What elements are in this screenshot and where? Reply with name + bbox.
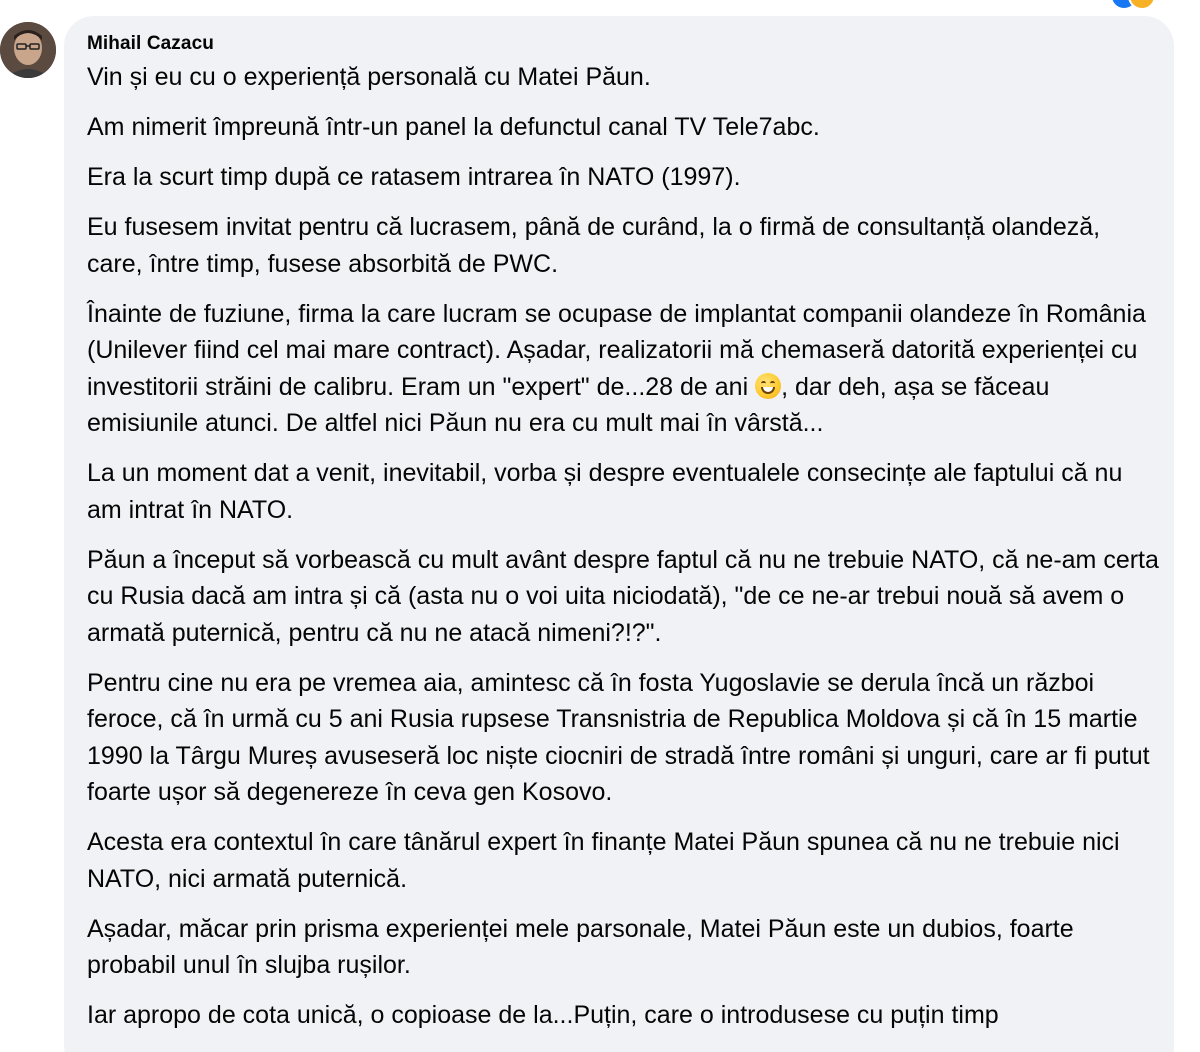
comment-author[interactable]: Mihail Cazacu (87, 33, 214, 54)
avatar[interactable] (0, 22, 56, 78)
comment-paragraph: Iar apropo de cota unică, o copioase de la...Puțin, care o introdusese cu puțin timp (87, 1001, 999, 1029)
grinning-face-icon (755, 373, 781, 399)
comment-paragraph: Așadar, măcar prin prisma experienței mele parsonale, Matei Păun este un dubios, foarte probabil unul în slujba rușilor. (87, 914, 1074, 979)
comment-paragraph: Era la scurt timp după ce ratasem intrarea în NATO (1997). (87, 163, 741, 191)
haha-reaction-icon (1128, 0, 1156, 10)
comment-paragraph: Pentru cine nu era pe vremea aia, amintesc că în fosta Yugoslavie se derula încă un război feroce, că în urmă cu 5 ani Rusia rupsese Transnistria de Republica Moldova și că în 15 martie 1990 la Târgu Mureș avuseseră loc niște ciocniri de stradă între români și unguri, care ar fi putut foarte ușor să degenereze în ceva gen Kosovo. (87, 668, 1150, 806)
comment-body (87, 59, 1162, 1047)
comment-paragraph: Păun a început să vorbească cu mult avânt despre faptul că nu ne trebuie NATO, că ne-am certa cu Rusia dacă am intra și că (asta nu o voi uita niciodată), "de ce ne-ar trebui nouă să avem o armată puternică, pentru că nu ne atacă nimeni?!?". (87, 545, 1159, 647)
comment-text: Înainte de fuziune, firma la care lucram se ocupase de implantat companii olandeze în România (Unilever fiind cel mai mare contract). Așadar, realizatorii mă chemaseră datorită experienței cu investitorii străini de calibru. Eram un "expert" de...28 de ani (87, 299, 1146, 401)
comment-paragraph: Înainte de fuziune, firma la care lucram se ocupase de implantat companii olandeze în România (Unilever fiind cel mai mare contract). Așadar, realizatorii mă chemaseră datorită experienței cu investitorii străini de calibru. Eram un "expert" de...28 de ani , dar deh, așa se făceau emisiunile atunci. De altfel nici Păun nu era cu mult mai în vârstă... (87, 299, 1146, 437)
comment-text: dar deh, așa se făceau emisiunile atunci. De altfel nici Păun nu era cu mult mai în vârstă... (87, 372, 1050, 437)
comment-paragraph: Am nimerit împreună într-un panel la defunctul canal TV Tele7abc. (87, 113, 820, 141)
comment-paragraph: Vin și eu cu o experiență personală cu Matei Păun. (87, 63, 651, 91)
profile-photo-icon (0, 22, 56, 78)
comment-paragraph: La un moment dat a venit, inevitabil, vorba și despre eventualele consecințe ale faptului că nu am intrat în NATO. (87, 459, 1123, 524)
comment-paragraph: Eu fusesem invitat pentru că lucrasem, până de curând, la o firmă de consultanță olandeză, care, între timp, fusese absorbită de PWC. (87, 213, 1101, 278)
comment-paragraph: Acesta era contextul în care tânărul expert în finanțe Matei Păun spunea că nu ne trebuie nici NATO, nici armată puternică. (87, 828, 1120, 893)
reactions-summary[interactable] (1110, 0, 1170, 6)
